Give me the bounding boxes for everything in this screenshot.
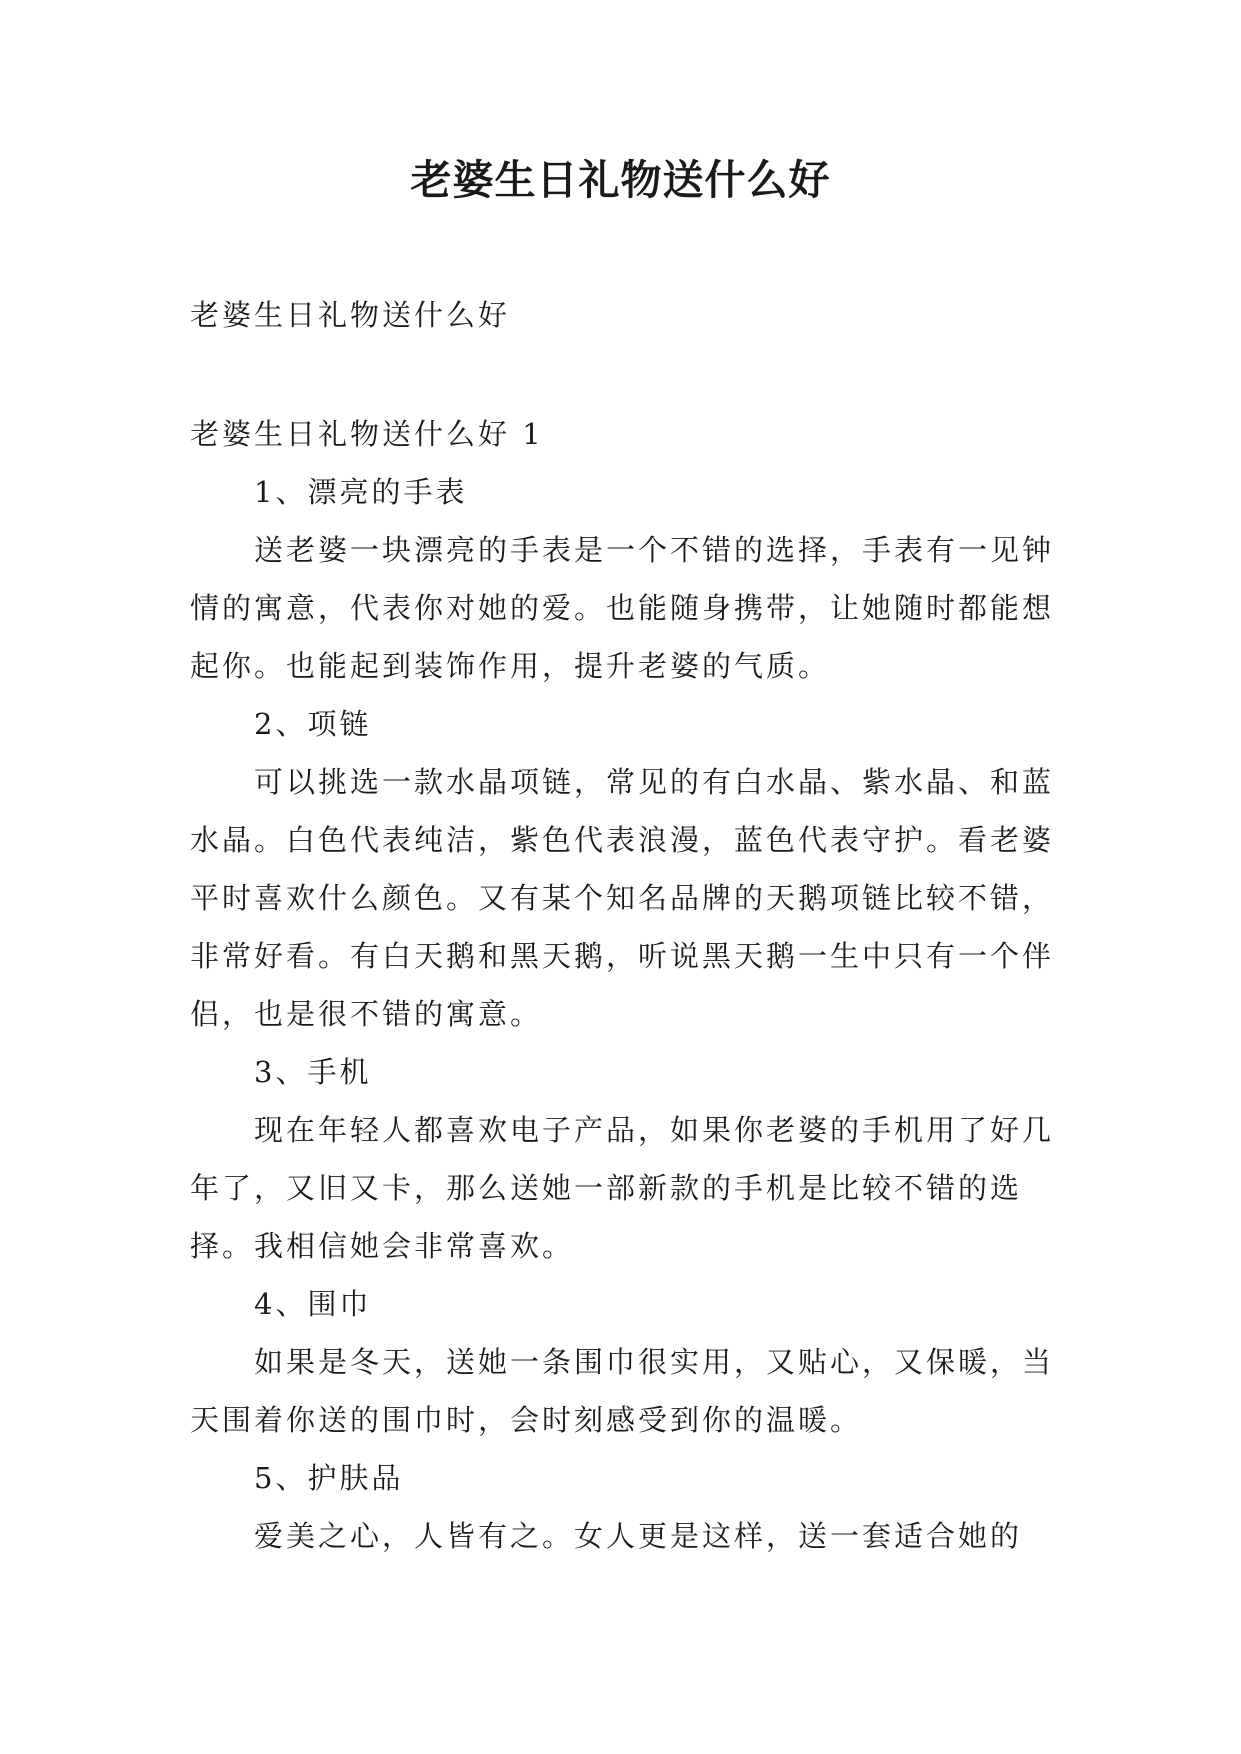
item-body-phone: 现在年轻人都喜欢电子产品，如果你老婆的手机用了好几年了，又旧又卡，那么送她一部新款的手机是比较不错的选择。我相信她会非常喜欢。 — [190, 1113, 1055, 1263]
section-heading: 老婆生日礼物送什么好 1 — [190, 417, 544, 451]
document-body — [190, 286, 1070, 1565]
document-subtitle: 老婆生日礼物送什么好 — [190, 298, 511, 332]
item-heading-skincare: 5、护肤品 — [254, 1461, 404, 1495]
item-body-necklace: 可以挑选一款水晶项链，常见的有白水晶、紫水晶、和蓝水晶。白色代表纯洁，紫色代表浪漫，蓝色代表守护。看老婆平时喜欢什么颜色。又有某个知名品牌的天鹅项链比较不错，非常好看。有白天鹅和黑天鹅，听说黑天鹅一生中只有一个伴侣，也是很不错的寓意。 — [190, 765, 1055, 1031]
item-heading-phone: 3、手机 — [254, 1055, 372, 1089]
item-body-scarf: 如果是冬天，送她一条围巾很实用，又贴心，又保暖，当天围着你送的围巾时，会时刻感受到你的温暖。 — [190, 1345, 1055, 1437]
item-body-skincare: 爱美之心，人皆有之。女人更是这样，送一套适合她的 — [254, 1519, 1023, 1553]
item-heading-necklace: 2、项链 — [254, 707, 372, 741]
item-heading-watch: 1、漂亮的手表 — [254, 475, 468, 509]
document-title: 老婆生日礼物送什么好 — [410, 156, 831, 204]
item-body-watch: 送老婆一块漂亮的手表是一个不错的选择，手表有一见钟情的寓意，代表你对她的爱。也能随身携带，让她随时都能想起你。也能起到装饰作用，提升老婆的气质。 — [190, 533, 1055, 683]
item-heading-scarf: 4、围巾 — [254, 1287, 372, 1321]
